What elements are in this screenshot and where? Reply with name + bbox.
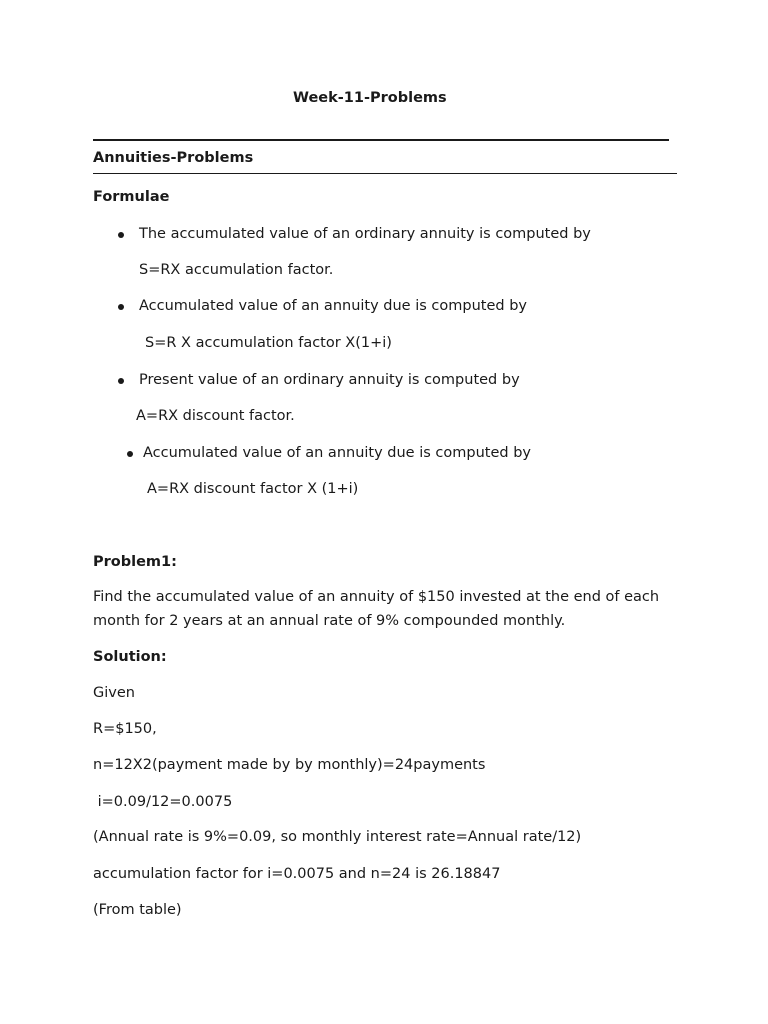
bullet-icon xyxy=(118,232,124,238)
formula-description: Accumulated value of an annuity due is computed by xyxy=(143,445,531,461)
solution-line: accumulation factor for i=0.0075 and n=24 is 26.18847 xyxy=(93,866,501,882)
formula-description: Present value of an ordinary annuity is computed by xyxy=(139,372,520,388)
section-divider xyxy=(93,173,677,174)
formula-expression: A=RX discount factor. xyxy=(136,408,295,424)
formula-expression: S=R X accumulation factor X(1+i) xyxy=(145,335,392,351)
bullet-icon xyxy=(118,304,124,310)
solution-line: n=12X2(payment made by by monthly)=24payments xyxy=(93,757,486,773)
formulae-heading: Formulae xyxy=(93,189,170,205)
solution-line: (From table) xyxy=(93,902,182,918)
bullet-icon xyxy=(127,451,133,457)
section-heading: Annuities-Problems xyxy=(93,150,254,166)
solution-line: R=$150, xyxy=(93,721,157,737)
bullet-icon xyxy=(118,378,124,384)
problem-statement-line: month for 2 years at an annual rate of 9% compounded monthly. xyxy=(93,613,566,629)
document-title: Week-11-Problems xyxy=(293,90,447,106)
solution-line: (Annual rate is 9%=0.09, so monthly interest rate=Annual rate/12) xyxy=(93,829,582,845)
solution-line: i=0.09/12=0.0075 xyxy=(93,794,233,810)
solution-line: Given xyxy=(93,685,135,701)
solution-heading: Solution: xyxy=(93,649,167,665)
formula-description: The accumulated value of an ordinary annuity is computed by xyxy=(139,226,591,242)
title-divider xyxy=(93,139,669,141)
formula-expression: A=RX discount factor X (1+i) xyxy=(147,481,359,497)
formula-description: Accumulated value of an annuity due is computed by xyxy=(139,298,527,314)
problem-heading: Problem1: xyxy=(93,554,177,570)
problem-statement-line: Find the accumulated value of an annuity of $150 invested at the end of each xyxy=(93,589,660,605)
formula-expression: S=RX accumulation factor. xyxy=(139,262,334,278)
